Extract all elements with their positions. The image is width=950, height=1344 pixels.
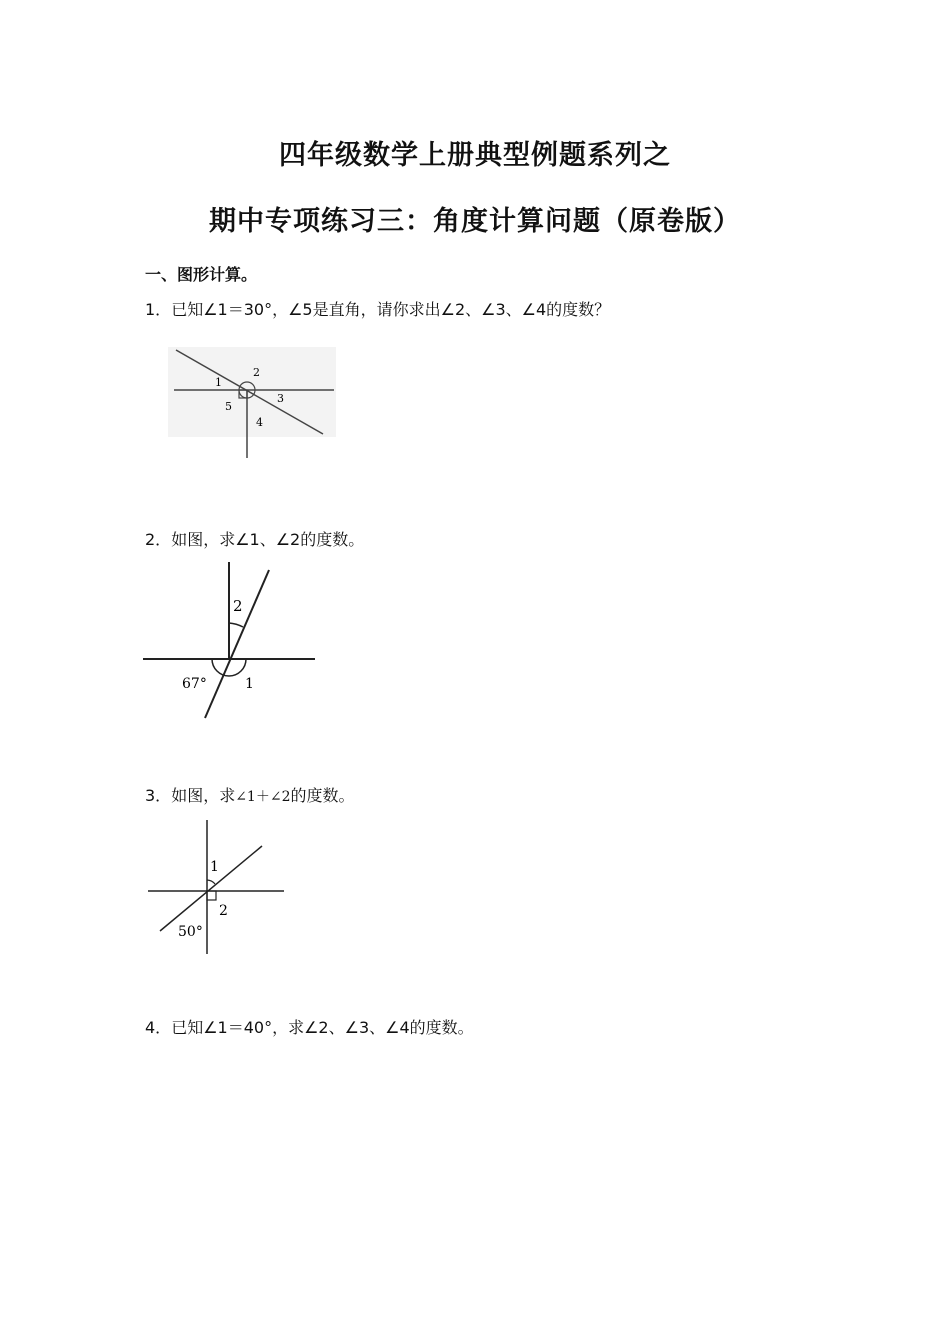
question-3-text-before: 如图，求 (171, 786, 236, 805)
question-3-number: 3． (145, 786, 172, 805)
question-1-text: 已知∠1＝30°，∠5是直角，请你求出∠2、∠3、∠4的度数？ (171, 300, 611, 319)
figure-3-label-2: 2 (219, 903, 228, 919)
figure-1-label-2: 2 (253, 366, 260, 379)
figure-3-right-angle-mark (207, 891, 216, 900)
question-2 (145, 527, 364, 550)
figure-2-label-1: 1 (245, 676, 254, 692)
figure-1-label-5: 5 (225, 400, 232, 413)
question-2-text: 如图，求∠1、∠2的度数。 (171, 530, 365, 549)
figure-1-label-4: 4 (256, 416, 263, 429)
figure-2-label-67deg: 67° (182, 676, 207, 692)
question-4 (145, 1015, 474, 1038)
page-title-line-2: 期中专项练习三：角度计算问题（原卷版） (209, 206, 741, 237)
question-1 (145, 297, 610, 320)
question-2-number: 2． (145, 530, 172, 549)
figure-2-angle-2-arc (229, 623, 243, 627)
page-title-line-1: 四年级数学上册典型例题系列之 (279, 140, 671, 171)
figure-3-label-1: 1 (210, 859, 219, 875)
figure-1-diagram (168, 342, 338, 462)
figure-2-label-2: 2 (233, 597, 243, 615)
figure-3-label-50deg: 50° (178, 924, 203, 940)
figure-1-label-1: 1 (215, 376, 222, 389)
figure-1-label-3: 3 (277, 392, 284, 405)
question-3 (145, 783, 355, 806)
question-3-formula: ∠1＋∠2 (235, 789, 291, 805)
question-4-text: 已知∠1＝40°，求∠2、∠3、∠4的度数。 (171, 1018, 474, 1037)
question-4-number: 4． (145, 1018, 172, 1037)
figure-3-angle-1-arc (207, 880, 215, 884)
question-1-number: 1． (145, 300, 172, 319)
figure-2-diagram (143, 560, 318, 720)
figure-2-slanted-line (205, 570, 269, 718)
question-3-text-after: 的度数。 (290, 786, 355, 805)
section-heading: 一、图形计算。 (145, 265, 258, 284)
figure-3-diagram (148, 818, 288, 958)
